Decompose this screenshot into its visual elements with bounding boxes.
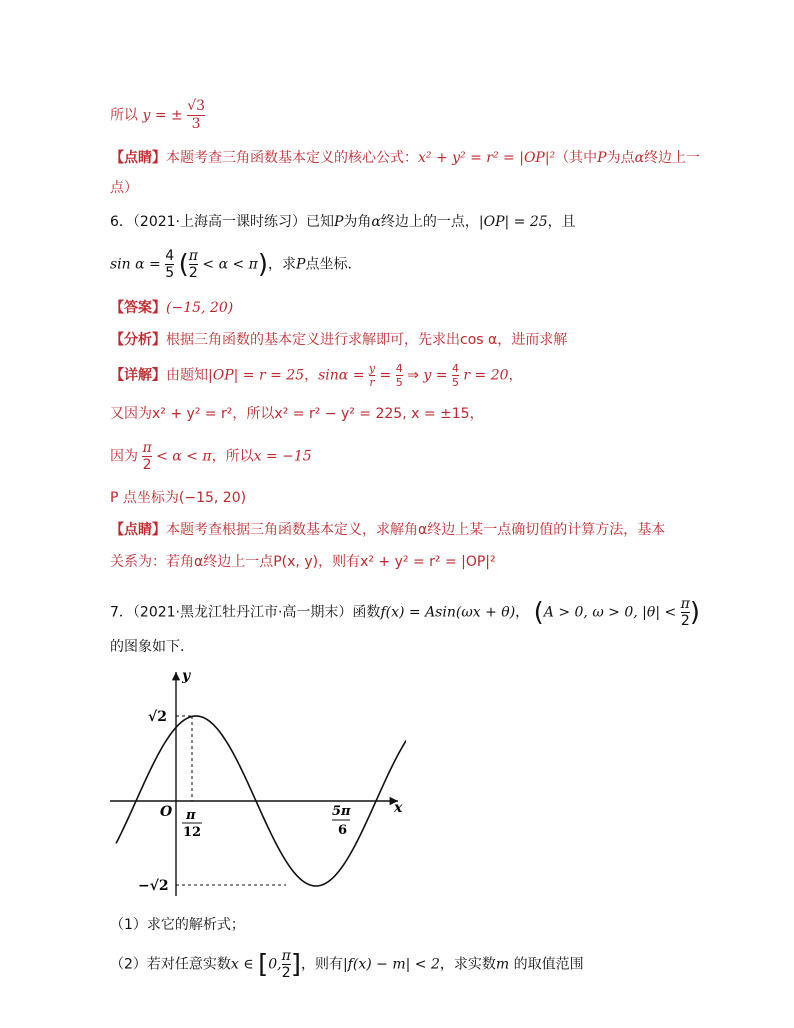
q6-detail1: 【详解】由题知|OP| = r = 25，sinα = $\frac{y}{r}$ = $\frac{4}{5}$ ⇒ y = $\frac{4}{5}$ r = 20， xyxy=(110,362,523,389)
tip-label: 【点睛】 xyxy=(110,522,166,538)
xtick-5pi6-den: 6 xyxy=(338,823,348,838)
q6-tip2: 关系为：若角α终边上一点P(x, y)，则有x² + y² = r² = |OP|² xyxy=(110,554,496,570)
ytick-neg-sqrt2: −√2 xyxy=(138,878,169,894)
q6-tip1 xyxy=(110,520,665,540)
xtick-pi12-den: 12 xyxy=(183,825,202,840)
analysis-label: 【分析】 xyxy=(110,332,166,348)
prev-answer-line: 所以 y = ± $\frac{√3}{3}$ xyxy=(110,98,206,132)
q6-detail3: 因为 $\frac{\pi}{2}$ < α < π，所以x = −15 xyxy=(110,440,312,473)
prev-answer-text: 所以 xyxy=(110,107,138,124)
xtick-pi12-num: π xyxy=(186,808,196,823)
origin-label: O xyxy=(160,804,173,820)
prev-tip xyxy=(110,148,700,168)
q6-detail2: 又因为x² + y² = r²，所以x² = r² − y² = 225, x = ±15， xyxy=(110,406,484,422)
function-graph xyxy=(106,664,406,900)
q6-stem-line2: sin α = $\frac{4}{5}$ ( $\frac{\pi}{2}$ < α < π)，求P点坐标． xyxy=(110,248,362,281)
tip-text: 本题考查根据三角函数基本定义，求解角α终边上某一点确切值的计算方法，基本 xyxy=(166,522,666,538)
y-axis-label: y xyxy=(182,668,191,684)
q7-stem-line1: 7．（2021·黑龙江牡丹江市·高一期末）函数f(x) = Asin(ωx + θ)， (A > 0, ω > 0, |θ| < $\frac{\pi}{2}$ ) xyxy=(110,596,701,629)
q6-analysis xyxy=(110,330,567,350)
x-axis-label: x xyxy=(394,800,403,816)
xtick-5pi6-num: 5π xyxy=(332,804,351,819)
prev-tip-cont: 点） xyxy=(110,180,138,196)
ytick-sqrt2: √2 xyxy=(148,709,167,725)
analysis-text: 根据三角函数的基本定义进行求解即可，先求出cos α，进而求解 xyxy=(166,332,568,348)
answer-value: (−15, 20) xyxy=(166,300,234,316)
tip-text: 本题考查三角函数基本定义的核心公式：x² + y² = r² = |OP|²（其中P为点α终边上一 xyxy=(166,150,701,166)
q6-stem-line1: 6．（2021·上海高一课时练习）已知P为角α终边上的一点，|OP| = 25，且 xyxy=(110,214,576,230)
detail-label: 【详解】 xyxy=(110,367,166,384)
q7-stem-line2: 的图象如下. xyxy=(110,639,185,655)
answer-label: 【答案】 xyxy=(110,300,166,316)
q6-detail4: P 点坐标为(−15, 20) xyxy=(110,490,247,506)
q6-answer xyxy=(110,298,233,318)
q7-sub1: （1）求它的解析式； xyxy=(110,917,245,933)
q7-sub2: （2）若对任意实数x ∈ [0, $\frac{\pi}{2}$ ]，则有|f(x) − m| < 2，求实数m 的取值范围 xyxy=(110,948,584,981)
tip-label: 【点睛】 xyxy=(110,150,166,166)
